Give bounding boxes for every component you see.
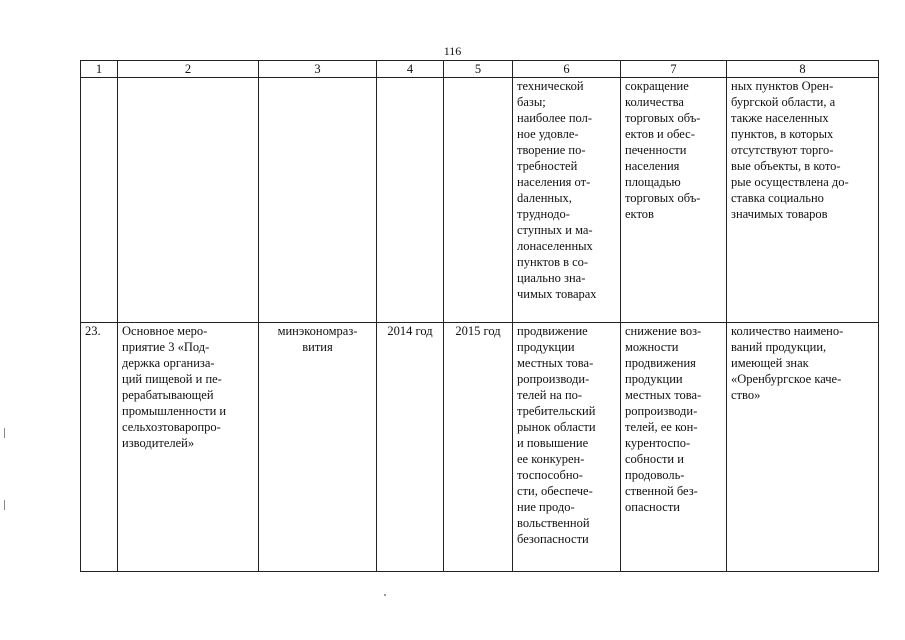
event-name-cell: Основное меро- приятие 3 «Под- держка организа- ций пищевой и пе- рерабатывающей промышленности и сельхозтоваропро- изводителей»: [118, 323, 259, 572]
indicator-link-cell: количество наимено- ваний продукции, имеющей знак «Оренбургское каче- ство»: [727, 323, 879, 572]
scan-speck: [384, 594, 386, 596]
executor-cell: [259, 78, 377, 323]
column-number-2: 2: [118, 61, 259, 78]
event-name-cell: [118, 78, 259, 323]
consequences-cell: снижение воз- можности продвижения продукции местных това- ропроизводи- телей, ее кон- курентоспо- собности и продоволь- ственной без- опасности: [621, 323, 727, 572]
column-number-6: 6: [513, 61, 621, 78]
column-number-8: 8: [727, 61, 879, 78]
column-number-5: 5: [444, 61, 513, 78]
column-number-1: 1: [81, 61, 118, 78]
row-number-cell: 23.: [81, 323, 118, 572]
executor-cell: минэкономраз- вития: [259, 323, 377, 572]
program-table: [80, 60, 879, 572]
row-number-cell: [81, 78, 118, 323]
table-row: [81, 78, 879, 323]
consequences-cell: сокращение количества торговых объ- ектов и обес- печенности населения площадью торговых объ- ектов: [621, 78, 727, 323]
column-number-4: 4: [377, 61, 444, 78]
column-number-row: [81, 61, 879, 78]
scan-margin-mark: [4, 428, 5, 438]
start-year-cell: [377, 78, 444, 323]
table-row: [81, 323, 879, 572]
expected-result-cell: технической базы; наиболее пол- ное удовле- творение по- требностей населения от- dаленных, труднодо- ступных и ма- лонаселенных пунктов в со- циально зна- чимых товарах: [513, 78, 621, 323]
page-number: 116: [443, 44, 462, 58]
expected-result-cell: продвижение продукции местных това- ропроизводи- телей на по- требительский рынок области и повышение ее конкурен- тоспособно- сти, обеспече- ние продо- вольственной безопасности: [513, 323, 621, 572]
column-number-3: 3: [259, 61, 377, 78]
scan-margin-mark: [4, 500, 5, 510]
column-number-7: 7: [621, 61, 727, 78]
indicator-link-cell: ных пунктов Орен- бургской области, а также населенных пунктов, в которых отсутствуют торго- вые объекты, в кото- рые осуществлена до- ставка социально значимых товаров: [727, 78, 879, 323]
end-year-cell: 2015 год: [444, 323, 513, 572]
start-year-cell: 2014 год: [377, 323, 444, 572]
end-year-cell: [444, 78, 513, 323]
